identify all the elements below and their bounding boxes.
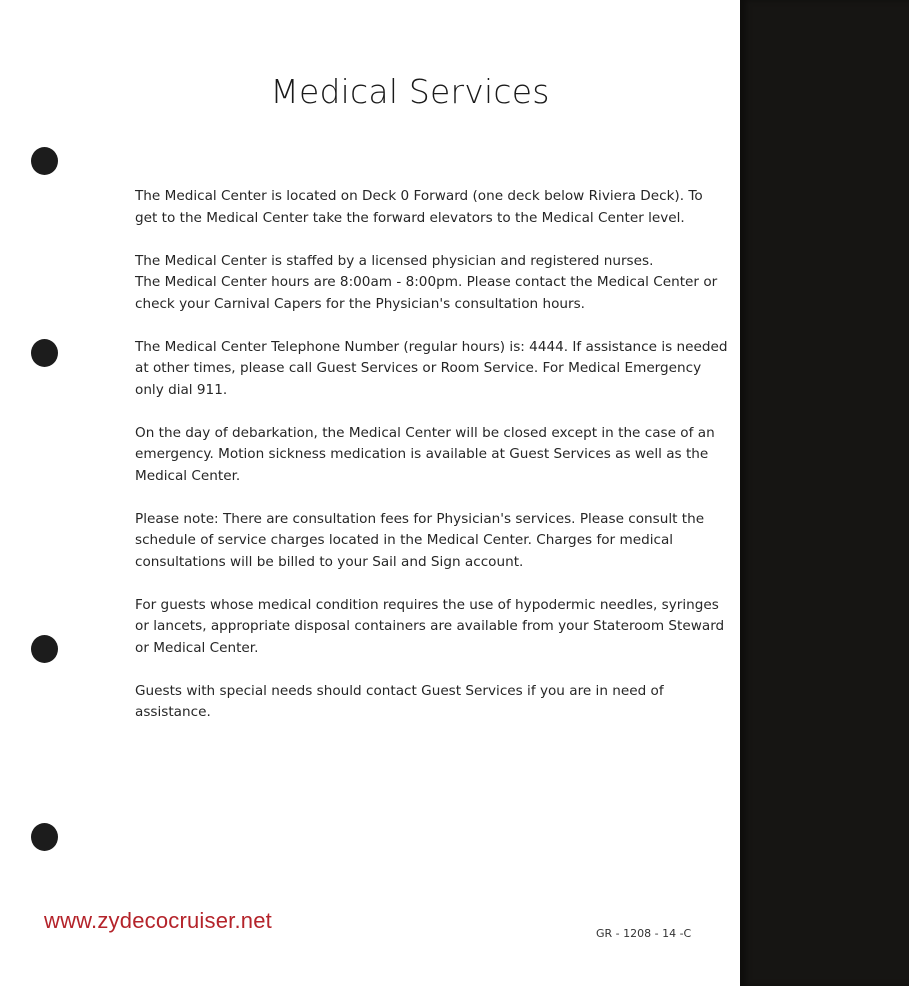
paragraph-line: For guests whose medical condition requires the use of hypodermic needles, syringes: [135, 596, 719, 613]
binder-edge: [740, 0, 909, 986]
watermark: www.zydecocruiser.net: [44, 908, 272, 933]
punch-hole: [31, 823, 58, 851]
paragraph-line: Please note: There are consultation fees for Physician's services. Please consult the: [135, 510, 705, 527]
paragraph-line: The Medical Center is staffed by a licensed physician and registered nurses.: [135, 252, 654, 269]
paragraph: [135, 251, 718, 316]
paragraph-line: The Medical Center Telephone Number (regular hours) is: 4444. If assistance is needed: [135, 338, 728, 355]
punch-hole: [31, 339, 58, 367]
paragraph-line: assistance.: [135, 704, 211, 720]
paragraph: [135, 509, 705, 574]
paragraph-line: at other times, please call Guest Services or Room Service. For Medical Emergency: [135, 360, 702, 376]
page-title: Medical Services: [270, 72, 550, 111]
paragraph-line: or lancets, appropriate disposal containers are available from your Stateroom Steward: [135, 618, 725, 634]
paragraph-line: On the day of debarkation, the Medical Center will be closed except in the case of an: [135, 424, 715, 441]
paragraph-line: The Medical Center hours are 8:00am - 8:00pm. Please contact the Medical Center or: [135, 274, 718, 290]
paragraph-line: schedule of service charges located in the Medical Center. Charges for medical: [135, 532, 674, 548]
paragraph: [135, 186, 703, 229]
paragraph-line: get to the Medical Center take the forward elevators to the Medical Center level.: [135, 209, 685, 226]
paragraph-line: only dial 911.: [135, 381, 228, 398]
paragraph-line: emergency. Motion sickness medication is available at Guest Services as well as the: [135, 446, 709, 462]
paragraph-line: or Medical Center.: [135, 639, 259, 656]
body-text: [135, 186, 728, 745]
paragraph-line: check your Carnival Capers for the Physician's consultation hours.: [135, 295, 585, 312]
paragraph: [135, 423, 715, 488]
paragraph-line: The Medical Center is located on Deck 0 Forward (one deck below Riviera Deck). To: [135, 188, 703, 204]
paragraph: [135, 595, 725, 660]
paragraph: [135, 681, 695, 724]
paragraph-line: Medical Center.: [135, 467, 241, 484]
paragraph-line: Guests with special needs should contact Guest Services if you are in need of: [135, 682, 664, 699]
paragraph: [135, 337, 728, 402]
punch-hole: [31, 147, 58, 175]
punch-hole: [31, 635, 58, 663]
paragraph-line: consultations will be billed to your Sail and Sign account.: [135, 553, 524, 570]
page-code: GR - 1208 - 14 -C: [596, 927, 692, 940]
